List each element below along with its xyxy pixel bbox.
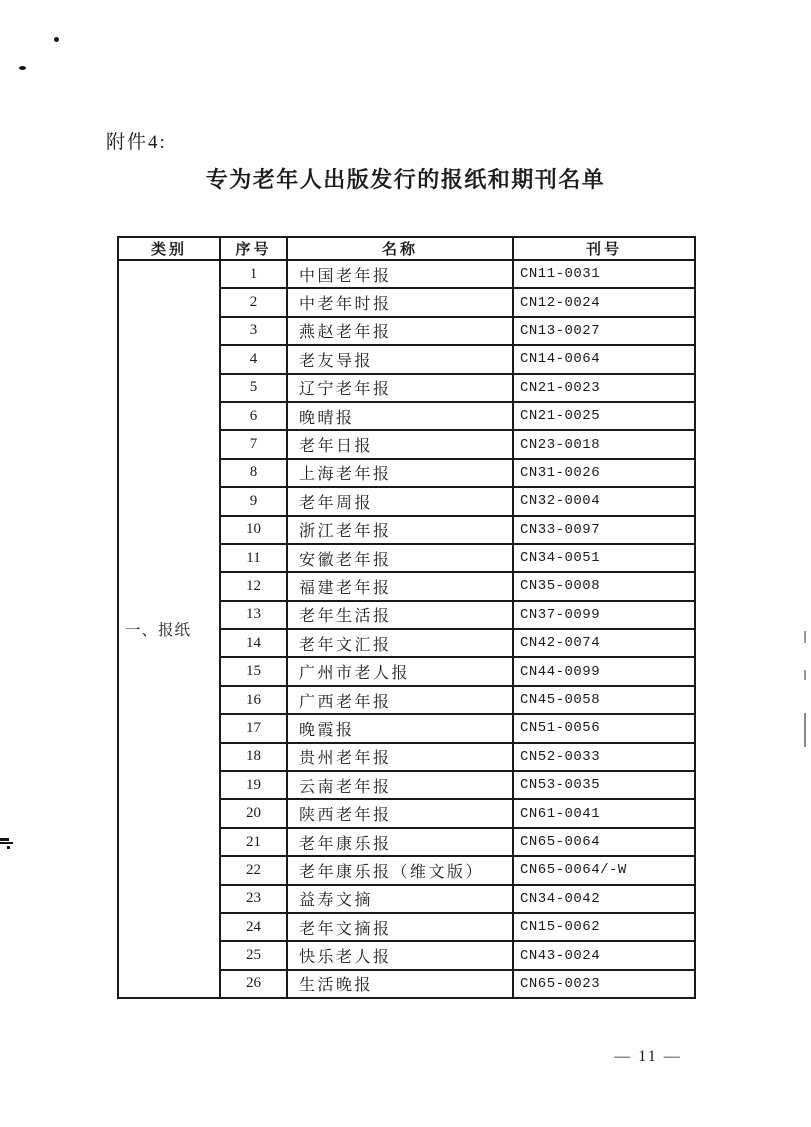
code-cell: CN43-0024 [513,941,695,969]
scan-edge-mark [804,670,806,680]
code-cell: CN13-0027 [513,317,695,345]
serial-cell: 21 [220,828,287,856]
name-cell: 安徽老年报 [287,544,513,572]
serial-cell: 5 [220,374,287,402]
serial-cell: 7 [220,430,287,458]
code-cell: CN37-0099 [513,601,695,629]
serial-cell: 17 [220,714,287,742]
name-cell: 老年文摘报 [287,913,513,941]
code-cell: CN44-0099 [513,657,695,685]
name-cell: 老年日报 [287,430,513,458]
code-cell: CN21-0023 [513,374,695,402]
serial-cell: 10 [220,516,287,544]
code-cell: CN34-0051 [513,544,695,572]
name-cell: 云南老年报 [287,771,513,799]
serial-cell: 11 [220,544,287,572]
scan-speck [54,37,59,42]
header-row [118,237,695,260]
name-cell: 老年康乐报 [287,828,513,856]
code-cell: CN23-0018 [513,430,695,458]
code-cell: CN15-0062 [513,913,695,941]
serial-cell: 9 [220,487,287,515]
name-cell: 老年周报 [287,487,513,515]
serial-cell: 8 [220,459,287,487]
header-name: 名称 [287,237,513,260]
code-cell: CN65-0064/-W [513,856,695,884]
name-cell: 福建老年报 [287,572,513,600]
serial-cell: 18 [220,743,287,771]
name-cell: 上海老年报 [287,459,513,487]
serial-cell: 13 [220,601,287,629]
serial-cell: 4 [220,345,287,373]
attachment-label: 附件4: [106,132,167,153]
scan-edge-mark [0,838,9,841]
table-row [118,260,695,288]
name-cell: 老年文汇报 [287,629,513,657]
serial-cell: 22 [220,856,287,884]
serial-cell: 2 [220,288,287,316]
code-cell: CN12-0024 [513,288,695,316]
code-cell: CN31-0026 [513,459,695,487]
name-cell: 中国老年报 [287,260,513,288]
code-cell: CN11-0031 [513,260,695,288]
serial-cell: 14 [220,629,287,657]
code-cell: CN65-0023 [513,970,695,998]
serial-cell: 19 [220,771,287,799]
name-cell: 陕西老年报 [287,799,513,827]
name-cell: 燕赵老年报 [287,317,513,345]
header-serial: 序号 [220,237,287,260]
name-cell: 晚晴报 [287,402,513,430]
code-cell: CN14-0064 [513,345,695,373]
header-code: 刊号 [513,237,695,260]
serial-cell: 3 [220,317,287,345]
name-cell: 晚霞报 [287,714,513,742]
serial-cell: 23 [220,885,287,913]
code-cell: CN53-0035 [513,771,695,799]
code-cell: CN32-0004 [513,487,695,515]
serial-cell: 12 [220,572,287,600]
name-cell: 老年康乐报（维文版） [287,856,513,884]
publications-table [117,236,696,999]
name-cell: 快乐老人报 [287,941,513,969]
serial-cell: 24 [220,913,287,941]
code-cell: CN52-0033 [513,743,695,771]
serial-cell: 26 [220,970,287,998]
name-cell: 浙江老年报 [287,516,513,544]
code-cell: CN35-0008 [513,572,695,600]
serial-cell: 16 [220,686,287,714]
code-cell: CN21-0025 [513,402,695,430]
code-cell: CN45-0058 [513,686,695,714]
code-cell: CN42-0074 [513,629,695,657]
name-cell: 益寿文摘 [287,885,513,913]
serial-cell: 1 [220,260,287,288]
code-cell: CN34-0042 [513,885,695,913]
name-cell: 生活晚报 [287,970,513,998]
doc-title: 专为老年人出版发行的报纸和期刊名单 [205,168,606,193]
scan-edge-mark [7,846,10,849]
name-cell: 老年生活报 [287,601,513,629]
serial-cell: 15 [220,657,287,685]
scan-edge-mark [804,713,806,747]
name-cell: 老友导报 [287,345,513,373]
name-cell: 广西老年报 [287,686,513,714]
page-number: — 11 — [614,1048,682,1065]
code-cell: CN33-0097 [513,516,695,544]
scan-speck [19,66,26,70]
serial-cell: 6 [220,402,287,430]
serial-cell: 20 [220,799,287,827]
name-cell: 贵州老年报 [287,743,513,771]
table-header [118,237,695,260]
header-category: 类别 [118,237,220,260]
name-cell: 中老年时报 [287,288,513,316]
name-cell: 广州市老人报 [287,657,513,685]
scan-edge-mark [0,842,13,844]
name-cell: 辽宁老年报 [287,374,513,402]
category-cell: 一、报纸 [118,260,220,998]
code-cell: CN61-0041 [513,799,695,827]
serial-cell: 25 [220,941,287,969]
scan-edge-mark [804,631,806,643]
table-body [118,260,695,998]
code-cell: CN65-0064 [513,828,695,856]
code-cell: CN51-0056 [513,714,695,742]
